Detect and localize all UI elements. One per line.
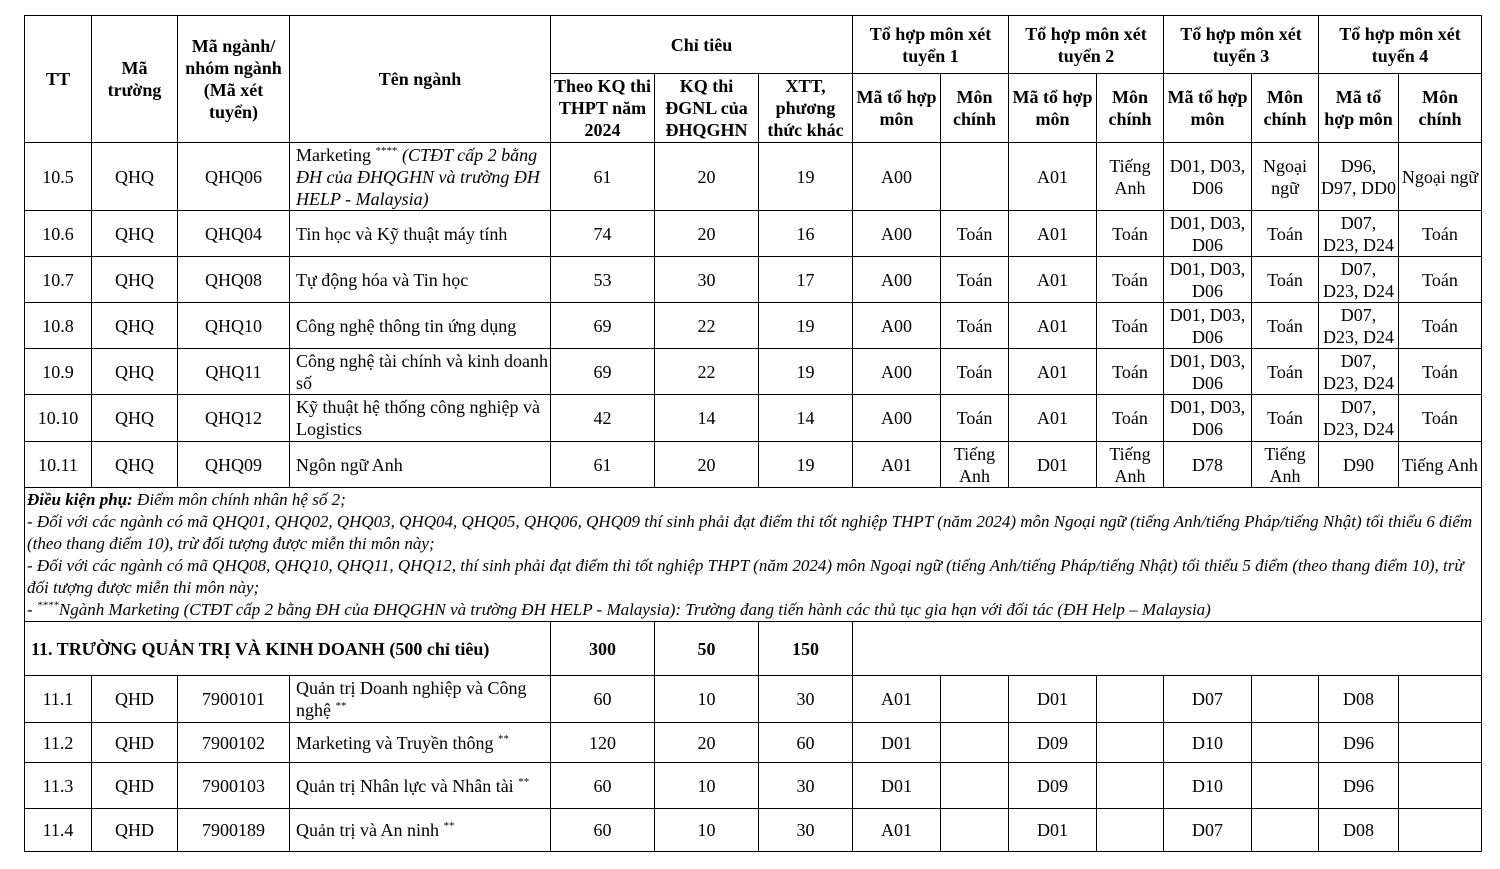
notes-line4-prefix: - — [27, 599, 37, 619]
row-ten-nganh-text: Marketing và Truyền thông — [296, 732, 494, 753]
header-mon-chinh: Môn chính — [1252, 74, 1319, 143]
row-theo-kq: 61 — [551, 442, 655, 488]
header-ten-nganh: Tên ngành — [290, 16, 551, 143]
row-ten-nganh — [290, 442, 551, 488]
row-mon-chinh-2: Toán — [1097, 395, 1164, 442]
row-ten-nganh — [290, 257, 551, 303]
row-mon-chinh-3: Toán — [1252, 349, 1319, 395]
row-ma-nganh: QHQ08 — [178, 257, 290, 303]
row-kq-dgnl: 22 — [655, 349, 759, 395]
row-ten-nganh — [290, 723, 551, 763]
row-ma-nganh: 7900101 — [178, 676, 290, 723]
notes-line4: Ngành Marketing (CTĐT cấp 2 bằng ĐH của ĐHQGHN và trường ĐH HELP - Malaysia): Trường đang tiến hành các thủ tục gia hạn với đối tác (ĐH Help – Malaysia) — [58, 599, 1211, 619]
table-row — [25, 442, 1482, 488]
header-theo-kq: Theo KQ thi THPT năm 2024 — [551, 74, 655, 143]
row-ten-nganh — [290, 676, 551, 723]
row-ma-nganh: QHQ12 — [178, 395, 290, 442]
row-ma-to-hop-1: A00 — [853, 143, 941, 211]
row-theo-kq: 69 — [551, 349, 655, 395]
row-ten-nganh-text: Tự động hóa và Tin học — [296, 269, 469, 290]
row-ma-to-hop-1: A01 — [853, 809, 941, 852]
row-tt: 11.4 — [25, 809, 92, 852]
header-ma-to-hop: Mã tổ hợp môn — [1164, 74, 1252, 143]
row-ma-nganh: QHQ11 — [178, 349, 290, 395]
row-mon-chinh-2: Toán — [1097, 349, 1164, 395]
row-mon-chinh-4: Toán — [1399, 303, 1482, 349]
row-ma-to-hop-3: D07 — [1164, 809, 1252, 852]
row-mon-chinh-2 — [1097, 809, 1164, 852]
row-ten-nganh-text: Quản trị Nhân lực và Nhân tài — [296, 775, 514, 796]
row-ma-to-hop-4: D90 — [1319, 442, 1399, 488]
notes-block — [25, 488, 1482, 622]
row-ma-nganh: 7900189 — [178, 809, 290, 852]
notes-line4-sup: **** — [36, 598, 59, 611]
row-xtt: 19 — [759, 349, 853, 395]
row-ma-to-hop-4: D07, D23, D24 — [1319, 257, 1399, 303]
header-ma-to-hop: Mã tổ hợp môn — [1319, 74, 1399, 143]
row-xtt: 19 — [759, 442, 853, 488]
row-ma-to-hop-2: D01 — [1009, 442, 1097, 488]
row-ten-nganh-sup: ** — [335, 700, 347, 712]
row-ten-nganh-text: Quản trị Doanh nghiệp và Công nghệ — [296, 678, 527, 720]
row-ten-nganh — [290, 395, 551, 442]
row-mon-chinh-1: Toán — [941, 349, 1009, 395]
row-ma-truong: QHQ — [92, 303, 178, 349]
row-ten-nganh-text: Công nghệ tài chính và kinh doanh số — [296, 350, 548, 393]
row-mon-chinh-4: Tiếng Anh — [1399, 442, 1482, 488]
row-ma-to-hop-1: A00 — [853, 211, 941, 257]
row-ma-to-hop-4: D08 — [1319, 676, 1399, 723]
row-kq-dgnl: 20 — [655, 143, 759, 211]
row-ma-to-hop-2: A01 — [1009, 257, 1097, 303]
row-ma-to-hop-3: D78 — [1164, 442, 1252, 488]
row-mon-chinh-4 — [1399, 676, 1482, 723]
section-11-xtt: 150 — [759, 622, 853, 676]
row-xtt: 16 — [759, 211, 853, 257]
row-tt: 10.11 — [25, 442, 92, 488]
row-mon-chinh-1: Tiếng Anh — [941, 442, 1009, 488]
row-mon-chinh-2 — [1097, 723, 1164, 763]
table-row — [25, 349, 1482, 395]
row-ma-to-hop-4: D08 — [1319, 809, 1399, 852]
header-kq-dgnl: KQ thi ĐGNL của ĐHQGHN — [655, 74, 759, 143]
header-to-hop-4: Tổ hợp môn xét tuyển 4 — [1319, 16, 1482, 74]
row-mon-chinh-4 — [1399, 809, 1482, 852]
row-ma-to-hop-3: D01, D03, D06 — [1164, 395, 1252, 442]
row-mon-chinh-1 — [941, 676, 1009, 723]
row-ma-truong: QHQ — [92, 211, 178, 257]
row-ten-nganh — [290, 211, 551, 257]
row-ma-to-hop-3: D01, D03, D06 — [1164, 303, 1252, 349]
row-mon-chinh-2 — [1097, 676, 1164, 723]
row-ten-nganh-text: Tin học và Kỹ thuật máy tính — [296, 223, 508, 244]
row-ten-nganh-text: Kỹ thuật hệ thống công nghiệp và Logistics — [296, 397, 540, 439]
notes-line2: - Đối với các ngành có mã QHQ01, QHQ02, QHQ03, QHQ04, QHQ05, QHQ06, QHQ09 thí sinh phải đạt điểm thi tốt nghiệp THPT (năm 2024) môn Ngoại ngữ (tiếng Anh/tiếng Pháp/tiếng Nhật) tối thiểu 6 điểm (theo thang điểm 10), trừ đối tượng được miễn thi môn này; — [27, 511, 1473, 553]
row-tt: 10.9 — [25, 349, 92, 395]
row-ma-to-hop-4: D96 — [1319, 763, 1399, 809]
table-row — [25, 257, 1482, 303]
row-mon-chinh-3: Toán — [1252, 257, 1319, 303]
header-to-hop-3: Tổ hợp môn xét tuyển 3 — [1164, 16, 1319, 74]
row-tt: 11.3 — [25, 763, 92, 809]
row-mon-chinh-2: Tiếng Anh — [1097, 442, 1164, 488]
row-kq-dgnl: 20 — [655, 442, 759, 488]
row-mon-chinh-3 — [1252, 809, 1319, 852]
row-ten-nganh-text: Ngôn ngữ Anh — [296, 454, 403, 475]
row-ma-to-hop-1: A01 — [853, 676, 941, 723]
row-ten-nganh — [290, 143, 551, 211]
admission-table — [24, 15, 1482, 852]
header-ma-to-hop: Mã tổ hợp môn — [1009, 74, 1097, 143]
row-mon-chinh-1 — [941, 143, 1009, 211]
row-xtt: 30 — [759, 676, 853, 723]
row-ma-to-hop-4: D07, D23, D24 — [1319, 303, 1399, 349]
row-ma-to-hop-2: D01 — [1009, 676, 1097, 723]
row-ten-nganh-extra: (CTĐT cấp 2 bằng ĐH của ĐHQGHN và trường ĐH HELP - Malaysia) — [296, 144, 540, 209]
row-ma-nganh: 7900103 — [178, 763, 290, 809]
row-ma-to-hop-2: A01 — [1009, 349, 1097, 395]
row-ma-to-hop-2: A01 — [1009, 303, 1097, 349]
row-tt: 11.1 — [25, 676, 92, 723]
header-to-hop-2: Tổ hợp môn xét tuyển 2 — [1009, 16, 1164, 74]
row-xtt: 60 — [759, 723, 853, 763]
notes-line1: Điểm môn chính nhân hệ số 2; — [132, 489, 346, 509]
row-ma-to-hop-2: A01 — [1009, 395, 1097, 442]
row-kq-dgnl: 30 — [655, 257, 759, 303]
notes-label: Điều kiện phụ: — [27, 489, 133, 509]
row-ma-to-hop-4: D96 — [1319, 723, 1399, 763]
table-row — [25, 809, 1482, 852]
row-tt: 10.7 — [25, 257, 92, 303]
row-ma-to-hop-4: D07, D23, D24 — [1319, 211, 1399, 257]
header-to-hop-1: Tổ hợp môn xét tuyển 1 — [853, 16, 1009, 74]
row-mon-chinh-2: Toán — [1097, 303, 1164, 349]
header-ma-nganh: Mã ngành/ nhóm ngành (Mã xét tuyển) — [178, 16, 290, 143]
row-theo-kq: 120 — [551, 723, 655, 763]
row-ma-nganh: QHQ06 — [178, 143, 290, 211]
row-mon-chinh-3 — [1252, 723, 1319, 763]
row-theo-kq: 60 — [551, 809, 655, 852]
row-mon-chinh-2: Toán — [1097, 211, 1164, 257]
row-mon-chinh-3: Toán — [1252, 211, 1319, 257]
row-ma-to-hop-3: D07 — [1164, 676, 1252, 723]
row-xtt: 17 — [759, 257, 853, 303]
row-ma-to-hop-3: D01, D03, D06 — [1164, 257, 1252, 303]
section-11-dgnl: 50 — [655, 622, 759, 676]
table-row — [25, 395, 1482, 442]
row-ten-nganh-sup: ** — [443, 820, 455, 832]
row-tt: 10.8 — [25, 303, 92, 349]
row-kq-dgnl: 20 — [655, 211, 759, 257]
row-mon-chinh-1: Toán — [941, 257, 1009, 303]
row-ma-to-hop-3: D01, D03, D06 — [1164, 211, 1252, 257]
row-ten-nganh — [290, 763, 551, 809]
row-mon-chinh-3: Toán — [1252, 303, 1319, 349]
row-mon-chinh-4: Ngoại ngữ — [1399, 143, 1482, 211]
row-mon-chinh-4 — [1399, 723, 1482, 763]
row-ma-to-hop-2: A01 — [1009, 211, 1097, 257]
row-ten-nganh — [290, 349, 551, 395]
header-xtt: XTT, phương thức khác — [759, 74, 853, 143]
row-ten-nganh — [290, 303, 551, 349]
row-ma-to-hop-2: D09 — [1009, 763, 1097, 809]
row-ma-nganh: QHQ04 — [178, 211, 290, 257]
row-mon-chinh-4: Toán — [1399, 395, 1482, 442]
row-ten-nganh-text: Công nghệ thông tin ứng dụng — [296, 315, 517, 336]
row-ma-to-hop-4: D07, D23, D24 — [1319, 395, 1399, 442]
row-ma-to-hop-2: D01 — [1009, 809, 1097, 852]
row-ma-to-hop-1: A01 — [853, 442, 941, 488]
row-ma-nganh: QHQ09 — [178, 442, 290, 488]
row-xtt: 30 — [759, 763, 853, 809]
row-tt: 11.2 — [25, 723, 92, 763]
row-ma-truong: QHQ — [92, 395, 178, 442]
row-ten-nganh-text: Marketing — [296, 144, 371, 165]
row-kq-dgnl: 14 — [655, 395, 759, 442]
row-ma-to-hop-3: D01, D03, D06 — [1164, 349, 1252, 395]
row-mon-chinh-1: Toán — [941, 211, 1009, 257]
header-mon-chinh: Môn chính — [1399, 74, 1482, 143]
header-ma-to-hop: Mã tổ hợp môn — [853, 74, 941, 143]
row-xtt: 19 — [759, 303, 853, 349]
row-ma-to-hop-1: A00 — [853, 303, 941, 349]
row-mon-chinh-1: Toán — [941, 303, 1009, 349]
row-theo-kq: 42 — [551, 395, 655, 442]
row-ten-nganh-text: Quản trị và An ninh — [296, 820, 439, 840]
row-ten-nganh-sup: ** — [498, 732, 509, 745]
table-row — [25, 143, 1482, 211]
row-theo-kq: 53 — [551, 257, 655, 303]
header-chi-tieu: Chỉ tiêu — [551, 16, 853, 74]
row-ma-to-hop-4: D96, D97, DD0 — [1319, 143, 1399, 211]
row-ma-truong: QHD — [92, 723, 178, 763]
row-theo-kq: 69 — [551, 303, 655, 349]
section-11-title: 11. TRƯỜNG QUẢN TRỊ VÀ KINH DOANH (500 chỉ tiêu) — [25, 622, 551, 676]
section-11-theo-kq: 300 — [551, 622, 655, 676]
table-row — [25, 676, 1482, 723]
row-ma-truong: QHQ — [92, 442, 178, 488]
row-mon-chinh-2: Tiếng Anh — [1097, 143, 1164, 211]
row-xtt: 30 — [759, 809, 853, 852]
row-kq-dgnl: 10 — [655, 809, 759, 852]
row-mon-chinh-3 — [1252, 676, 1319, 723]
row-ma-nganh: QHQ10 — [178, 303, 290, 349]
row-mon-chinh-1 — [941, 723, 1009, 763]
row-theo-kq: 60 — [551, 676, 655, 723]
row-ma-to-hop-3: D10 — [1164, 763, 1252, 809]
row-xtt: 19 — [759, 143, 853, 211]
row-ma-truong: QHQ — [92, 257, 178, 303]
row-mon-chinh-1 — [941, 809, 1009, 852]
row-ma-to-hop-2: A01 — [1009, 143, 1097, 211]
row-mon-chinh-3 — [1252, 763, 1319, 809]
row-ma-nganh: 7900102 — [178, 723, 290, 763]
row-ma-to-hop-1: D01 — [853, 723, 941, 763]
row-ma-truong: QHD — [92, 809, 178, 852]
row-mon-chinh-2 — [1097, 763, 1164, 809]
row-kq-dgnl: 10 — [655, 676, 759, 723]
row-ten-nganh — [290, 809, 551, 852]
header-ma-truong: Mã trường — [92, 16, 178, 143]
row-mon-chinh-4: Toán — [1399, 257, 1482, 303]
section-11-empty — [853, 622, 1482, 676]
row-mon-chinh-3: Toán — [1252, 395, 1319, 442]
row-ma-to-hop-1: A00 — [853, 257, 941, 303]
row-ma-to-hop-3: D10 — [1164, 723, 1252, 763]
table-row — [25, 723, 1482, 763]
header-mon-chinh: Môn chính — [1097, 74, 1164, 143]
header-tt: TT — [25, 16, 92, 143]
row-mon-chinh-3: Tiếng Anh — [1252, 442, 1319, 488]
row-tt: 10.6 — [25, 211, 92, 257]
row-xtt: 14 — [759, 395, 853, 442]
row-mon-chinh-4: Toán — [1399, 211, 1482, 257]
row-ma-to-hop-1: D01 — [853, 763, 941, 809]
row-mon-chinh-1 — [941, 763, 1009, 809]
table-row — [25, 303, 1482, 349]
row-mon-chinh-1: Toán — [941, 395, 1009, 442]
row-mon-chinh-4: Toán — [1399, 349, 1482, 395]
row-theo-kq: 60 — [551, 763, 655, 809]
row-ma-to-hop-4: D07, D23, D24 — [1319, 349, 1399, 395]
row-ten-nganh-sup: ** — [518, 775, 530, 788]
row-ma-to-hop-1: A00 — [853, 349, 941, 395]
notes-line3: - Đối với các ngành có mã QHQ08, QHQ10, QHQ11, QHQ12, thí sinh phải đạt điểm thi tốt nghiệp THPT (năm 2024) môn Ngoại ngữ (tiếng Anh/tiếng Pháp/tiếng Nhật) tối thiểu 5 điểm (theo thang điểm 10), trừ đối tượng được miễn thi môn này; — [27, 555, 1464, 597]
row-theo-kq: 61 — [551, 143, 655, 211]
row-mon-chinh-4 — [1399, 763, 1482, 809]
table-row — [25, 211, 1482, 257]
row-ma-truong: QHQ — [92, 143, 178, 211]
table-row — [25, 763, 1482, 809]
header-mon-chinh: Môn chính — [941, 74, 1009, 143]
row-ma-to-hop-1: A00 — [853, 395, 941, 442]
row-mon-chinh-2: Toán — [1097, 257, 1164, 303]
row-ma-to-hop-3: D01, D03, D06 — [1164, 143, 1252, 211]
row-ma-truong: QHD — [92, 676, 178, 723]
row-ma-truong: QHQ — [92, 349, 178, 395]
row-tt: 10.5 — [25, 143, 92, 211]
row-tt: 10.10 — [25, 395, 92, 442]
row-kq-dgnl: 22 — [655, 303, 759, 349]
row-kq-dgnl: 10 — [655, 763, 759, 809]
row-ma-to-hop-2: D09 — [1009, 723, 1097, 763]
row-ma-truong: QHD — [92, 763, 178, 809]
row-mon-chinh-3: Ngoại ngữ — [1252, 143, 1319, 211]
row-kq-dgnl: 20 — [655, 723, 759, 763]
row-theo-kq: 74 — [551, 211, 655, 257]
row-ten-nganh-sup: **** — [375, 144, 398, 157]
